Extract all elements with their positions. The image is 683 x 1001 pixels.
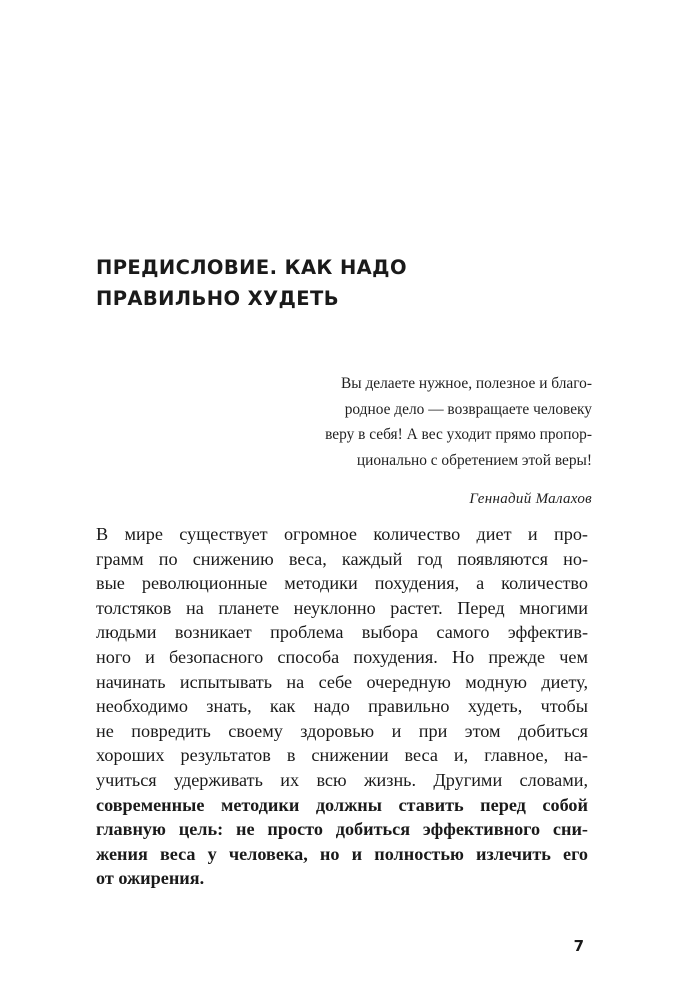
body-paragraph (96, 522, 588, 891)
body-line-bold: главную цель: не просто добиться эффективного сни- (96, 819, 588, 840)
body-line: начинать испытывать на себе очередную модную диету, (96, 671, 588, 692)
body-line: не повредить своему здоровью и при этом добиться (96, 720, 588, 741)
body-line: грамм по снижению веса, каждый год появляются но- (96, 548, 588, 569)
body-line-bold: современные методики должны ставить перед собой (96, 794, 588, 815)
body-line: В мире существует огромное количество диет и про- (96, 524, 588, 544)
page-number: 7 (573, 937, 584, 955)
body-line: вые революционные методики похудения, а количество (96, 573, 588, 594)
body-line-bold: от ожирения. (96, 868, 205, 889)
body-line-bold: жения веса у человека, но и полностью излечить его (96, 843, 588, 864)
epigraph-line: ционально с обретением этой веры! (356, 451, 592, 469)
epigraph-line: Вы делаете нужное, полезное и благо- (341, 375, 592, 392)
chapter-heading-line-1: ПРЕДИСЛОВИЕ. КАК НАДО (96, 256, 407, 279)
body-line: хороших результатов в снижении веса и, главное, на- (96, 745, 588, 766)
epigraph-line: родное дело — возвращаете человеку (344, 400, 592, 418)
body-line: ного и безопасного способа похудения. Но прежде чем (96, 646, 588, 667)
body-line: учиться удерживать их всю жизнь. Другими словами, (96, 769, 588, 790)
epigraph-author: Геннадий Малахов (469, 491, 592, 507)
epigraph (262, 371, 592, 513)
chapter-heading (96, 252, 566, 314)
epigraph-line: веру в себя! А вес уходит прямо пропор- (325, 426, 592, 443)
body-line: необходимо знать, как надо правильно худеть, чтобы (96, 696, 588, 717)
body-line: людьми возникает проблема выбора самого эффектив- (96, 622, 588, 643)
chapter-heading-line-2: ПРАВИЛЬНО ХУДЕТЬ (96, 287, 339, 310)
body-line: толстяков на планете неуклонно растет. Перед многими (96, 597, 588, 618)
